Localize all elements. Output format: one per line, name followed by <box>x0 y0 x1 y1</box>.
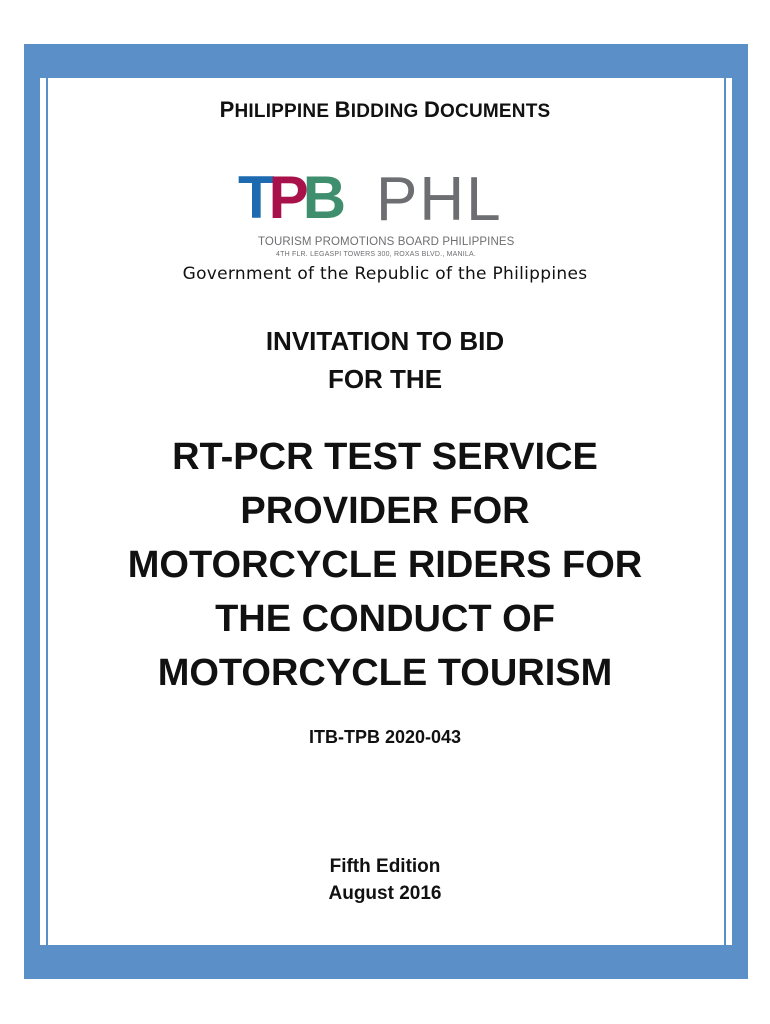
document-type-heading: PHILIPPINE BIDDING DOCUMENTS <box>219 97 551 122</box>
edition-line: Fifth Edition <box>329 856 441 877</box>
logo-address: 4TH FLR. LEGASPI TOWERS 300, ROXAS BLVD., MANILA. <box>276 251 477 258</box>
top-border-bar <box>24 44 748 78</box>
project-title-line: THE CONDUCT OF <box>215 598 555 640</box>
edition-date: August 2016 <box>328 883 442 904</box>
reference-number: ITB-TPB 2020-043 <box>308 727 462 747</box>
project-title-line: PROVIDER FOR <box>240 490 530 532</box>
project-title-line: MOTORCYCLE TOURISM <box>157 652 613 694</box>
invitation-line-1: INVITATION TO BID <box>265 326 505 356</box>
logo-phl-text: PHL <box>376 165 503 234</box>
logo-organization-name: TOURISM PROMOTIONS BOARD PHILIPPINES <box>258 236 515 248</box>
bottom-border-bar <box>24 945 748 979</box>
government-line: Government of the Republic of the Philippines <box>182 264 588 284</box>
tpb-phl-logo <box>238 164 538 268</box>
tpb-logo-mark <box>238 164 341 231</box>
project-title-line: MOTORCYCLE RIDERS FOR <box>127 544 643 586</box>
logo-letter-p: P <box>268 164 303 231</box>
invitation-line-2: FOR THE <box>327 364 443 394</box>
project-title <box>0 430 770 700</box>
logo-letter-b: B <box>302 164 341 231</box>
logo-letter-t: T <box>238 164 269 231</box>
project-title-line: RT-PCR TEST SERVICE <box>172 436 598 478</box>
